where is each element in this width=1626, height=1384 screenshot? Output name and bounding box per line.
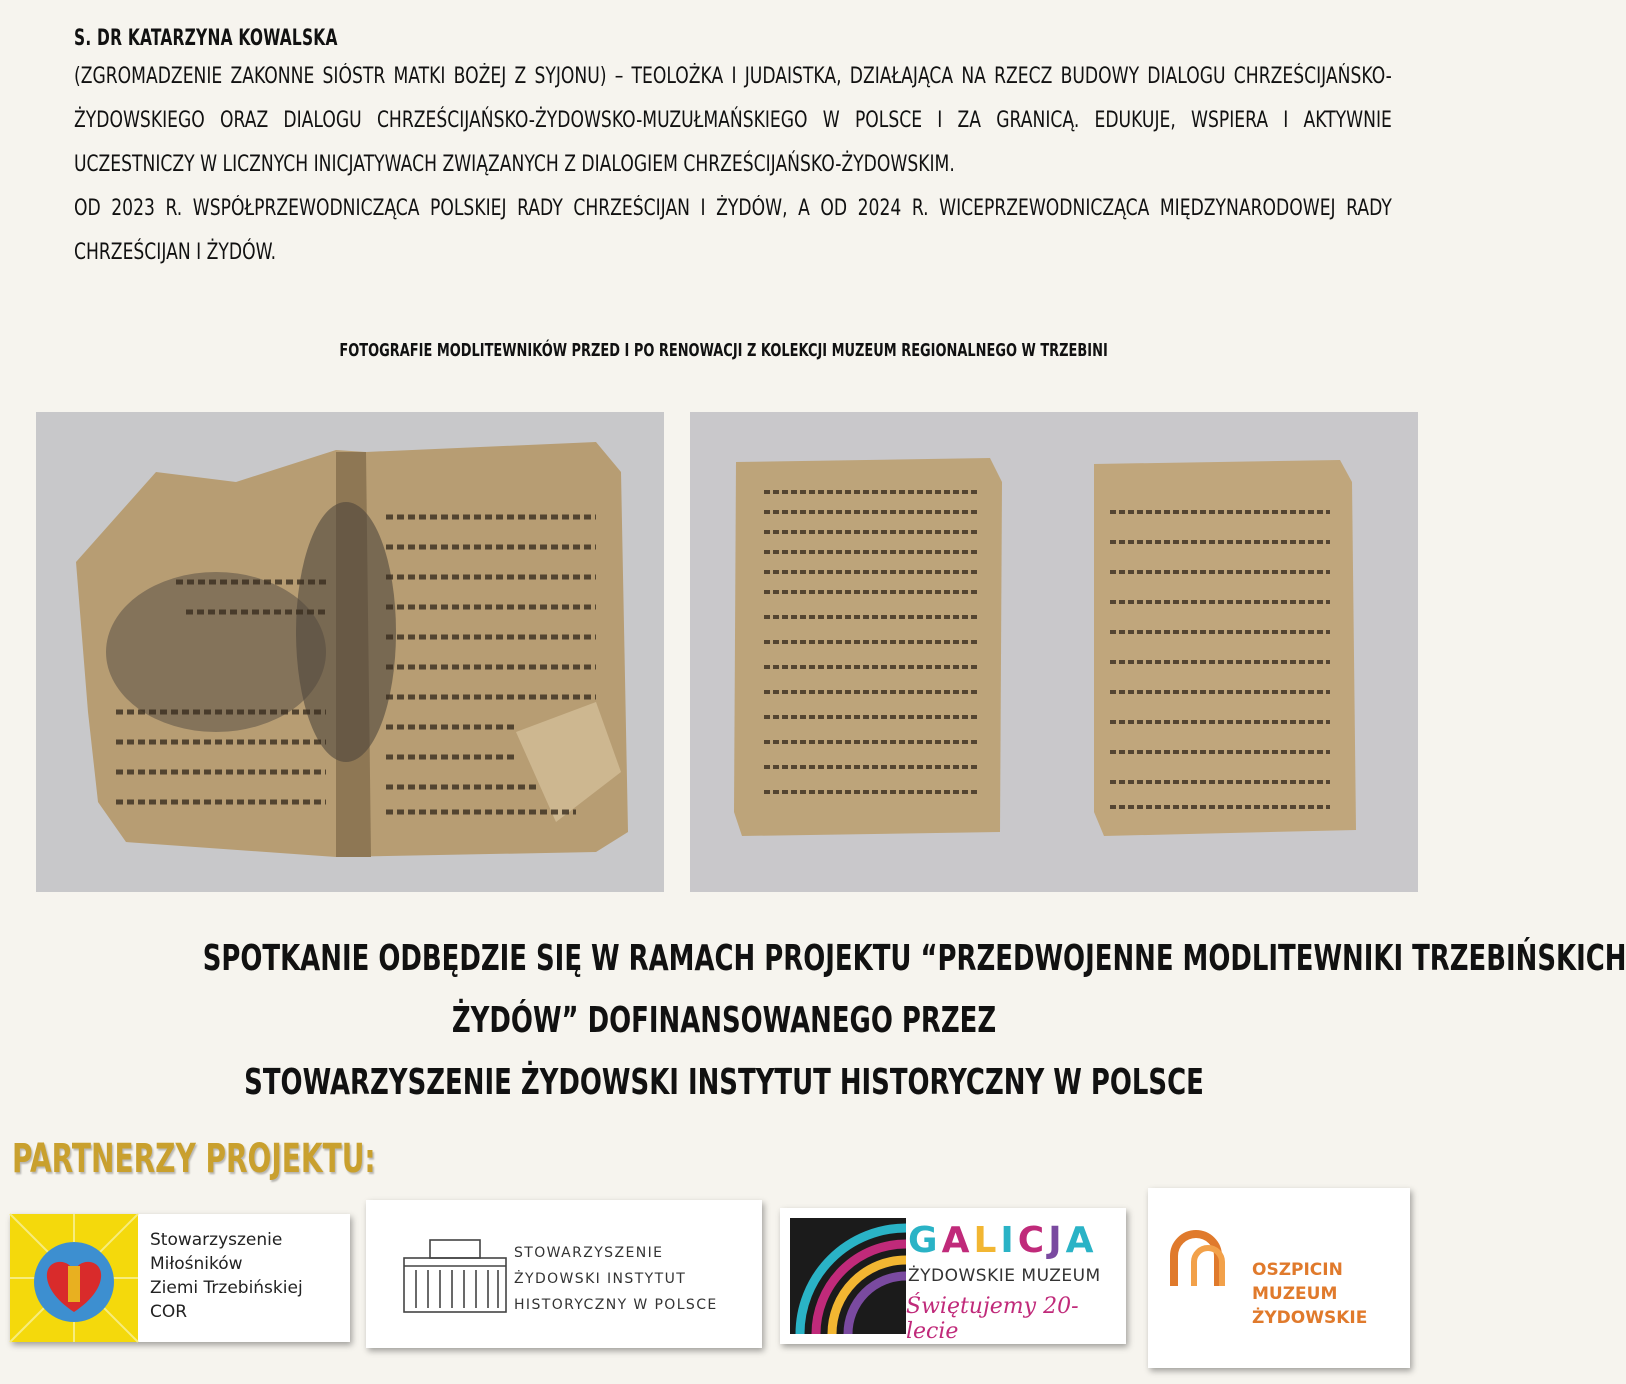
- bio-paragraph-1: (ZGROMADZENIE ZAKONNE SIÓSTR MATKI BOŻEJ Z SYJONU) – TEOLOŻKA I JUDAISTKA, DZIAŁAJĄCA NA RZECZ BUDOWY DIALOGU CHRZEŚCIJAŃSKO-ŻYDOWSKIEGO ORAZ DIALOGU CHRZEŚCIJAŃSKO-ŻYDOWSKO-MUZUŁMAŃSKIEGO W POLSCE I ZA GRANICĄ. EDUKUJE, WSPIERA I AKTYWNIE UCZESTNICZY W LICZNYCH INICJATYWACH ZWIĄZANYCH Z DIALOGIEM CHRZEŚCIJAŃSKO-ŻYDOWSKIM.: [74, 64, 1392, 177]
- project-statement: [0, 928, 1626, 1114]
- photo-after-renovation: [690, 412, 1418, 892]
- partner-logo-cor: [10, 1214, 350, 1342]
- cor-emblem-icon: [10, 1214, 138, 1342]
- galicja-anniversary: Świętujemy 20-lecie: [906, 1294, 1079, 1344]
- project-line-1: SPOTKANIE ODBĘDZIE SIĘ W RAMACH PROJEKTU “PRZEDWOJENNE MODLITEWNIKI TRZEBIŃSKICH: [202, 938, 1626, 979]
- partner-logo-oszpicin: [1148, 1188, 1410, 1368]
- galicja-subtitle: ŻYDOWSKIE MUZEUM: [908, 1266, 1101, 1286]
- building-icon: [400, 1236, 510, 1316]
- speaker-name: S. DR KATARZYNA KOWALSKA: [74, 26, 338, 51]
- galicja-arcs-icon: [790, 1218, 906, 1334]
- galicja-title: GALICJA: [908, 1220, 1098, 1261]
- zih-name: STOWARZYSZENIE ŻYDOWSKI INSTYTUT HISTORYCZNY W POLSCE: [514, 1245, 718, 1313]
- bio-paragraph-2: OD 2023 R. WSPÓŁPRZEWODNICZĄCA POLSKIEJ RADY CHRZEŚCIJAN I ŻYDÓW, A OD 2024 R. WICEPRZEWODNICZĄCA MIĘDZYNARODOWEJ RADY CHRZEŚCIJAN I ŻYDÓW.: [74, 196, 1392, 265]
- oszpicin-name: OSZPICIN MUZEUM ŻYDOWSKIE: [1252, 1260, 1368, 1328]
- project-line-2: ŻYDÓW” DOFINANSOWANEGO PRZEZ: [451, 1000, 997, 1041]
- cor-name: Stowarzyszenie Miłośników Ziemi Trzebińskiej COR: [150, 1230, 303, 1322]
- damaged-prayerbook-image: [36, 412, 664, 892]
- speaker-bio: [74, 26, 1394, 275]
- partners-heading: PARTNERZY PROJEKTU:: [12, 1136, 376, 1182]
- arch-icon: [1168, 1228, 1238, 1288]
- project-line-3: STOWARZYSZENIE ŻYDOWSKI INSTYTUT HISTORYCZNY W POLSCE: [244, 1062, 1204, 1103]
- renovated-prayerbook-image: [690, 412, 1418, 892]
- photo-before-renovation: [36, 412, 664, 892]
- partner-logo-zih: [366, 1200, 762, 1348]
- partner-logo-galicja: [780, 1208, 1126, 1344]
- photos-caption: FOTOGRAFIE MODLITEWNIKÓW PRZED I PO RENOWACJI Z KOLEKCJI MUZEUM REGIONALNEGO W TRZEBINI: [339, 340, 1109, 361]
